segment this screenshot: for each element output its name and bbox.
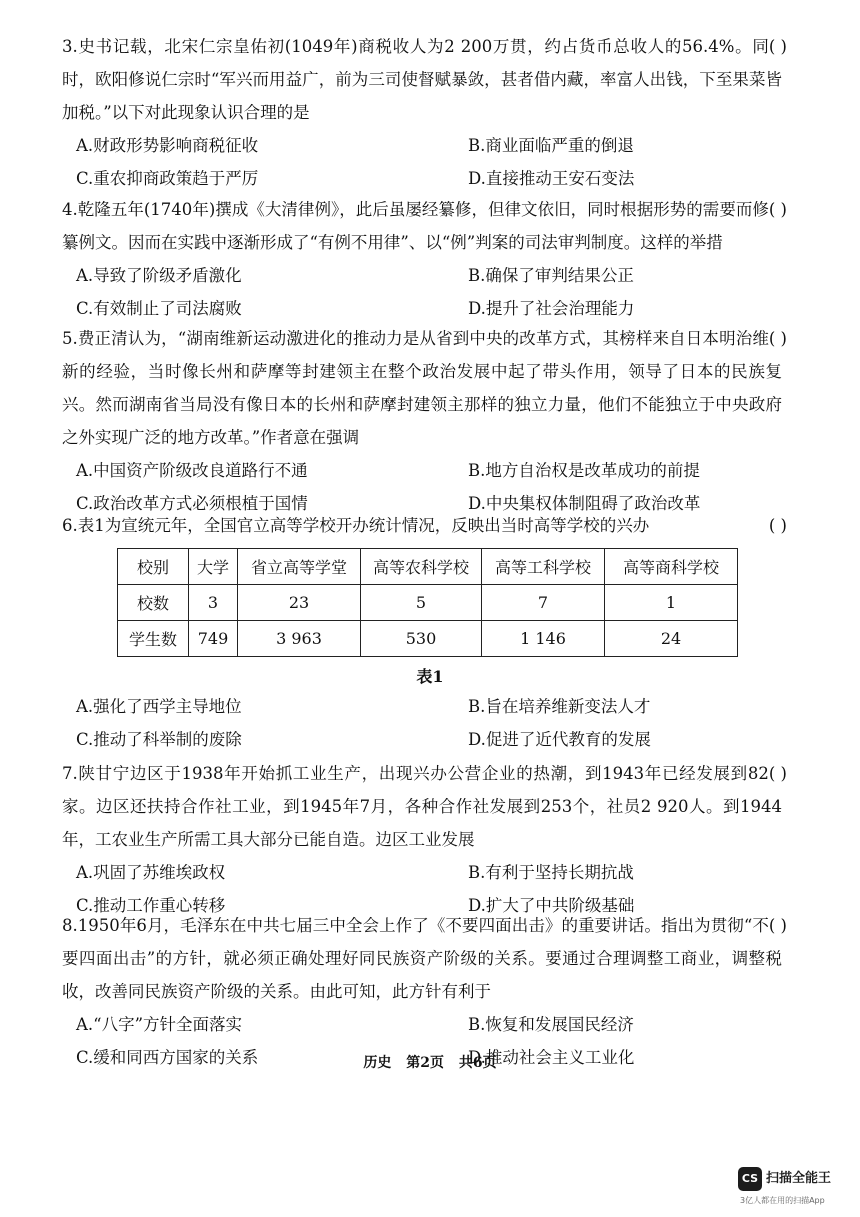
option-a: A.中国资产阶级改良道路行不通 [76, 461, 308, 480]
option-b: B.有利于坚持长期抗战 [468, 863, 634, 882]
table-cell: 5 [361, 585, 482, 621]
option-b: B.旨在培养维新变法人才 [468, 697, 651, 716]
table-caption: 表1 [416, 667, 444, 686]
table-header-cell: 省立高等学堂 [238, 549, 361, 585]
watermark-app-name: 扫描全能王 [766, 1171, 832, 1186]
option-a: A.导致了阶级矛盾激化 [76, 266, 242, 285]
table-row [118, 621, 738, 657]
table-cell: 749 [189, 621, 238, 657]
option-c: C.缓和同西方国家的关系 [76, 1048, 259, 1067]
answer-bracket: ( ) [768, 200, 787, 219]
answer-bracket: ( ) [768, 37, 787, 56]
option-b: B.恢复和发展国民经济 [468, 1015, 634, 1034]
option-d: D.提升了社会治理能力 [468, 299, 635, 318]
table-cell: 530 [361, 621, 482, 657]
option-b: B.确保了审判结果公正 [468, 266, 634, 285]
option-d: D.促进了近代教育的发展 [468, 730, 651, 749]
table-cell: 3 [189, 585, 238, 621]
table-header-cell: 高等商科学校 [605, 549, 738, 585]
question-6-options [62, 690, 782, 756]
table-header-cell: 校别 [118, 549, 189, 585]
option-c: C.有效制止了司法腐败 [76, 299, 242, 318]
options [76, 259, 782, 325]
table-cell: 3 963 [238, 621, 361, 657]
question-4 [62, 193, 787, 325]
question-8 [62, 909, 787, 1074]
table-cell: 学生数 [118, 621, 189, 657]
table-1 [117, 548, 738, 657]
table-header-cell: 高等农科学校 [361, 549, 482, 585]
watermark-slogan: 3亿人都在用的扫描App [740, 1196, 825, 1205]
camscanner-logo-icon: CS [738, 1167, 762, 1191]
option-a: A.强化了西学主导地位 [76, 697, 242, 716]
table-cell: 校数 [118, 585, 189, 621]
question-3 [62, 30, 787, 195]
table-row [118, 585, 738, 621]
option-b: B.地方自治权是改革成功的前提 [468, 461, 700, 480]
table-cell: 23 [238, 585, 361, 621]
option-a: A.“八字”方针全面落实 [76, 1015, 243, 1034]
question-stem: 8.1950年6月，毛泽东在中共七届三中全会上作了《不要四面出击》的重要讲话。指出为贯彻“不要四面出击”的方针，就必须正确处理好同民族资产阶级的关系。要通过合理调整工商业，调整税收，改善同民族资产阶级的关系。由此可知，此方针有利于 [62, 916, 782, 1001]
option-c: C.推动工作重心转移 [76, 896, 226, 915]
table-cell: 7 [482, 585, 605, 621]
question-stem: 7.陕甘宁边区于1938年开始抓工业生产，出现兴办公营企业的热潮，到1943年已经发展到82家。边区还扶持合作社工业，到1945年7月，各种合作社发展到253个，社员2 920人。到1944年，工农业生产所需工具大部分已能自造。边区工业发展 [62, 764, 782, 849]
option-d: D.中央集权体制阻碍了政治改革 [468, 494, 701, 513]
options [76, 129, 782, 195]
question-stem: 3.史书记载，北宋仁宗皇佑初(1049年)商税收人为2 200万贯，约占货币总收人的56.4%。同时，欧阳修说仁宗时“军兴而用益广，前为三司使督赋暴敛，甚者借内藏，率富人出钱，下至果菜皆加税。”以下对此现象认识合理的是 [62, 37, 782, 122]
question-5 [62, 322, 787, 520]
option-a: A.巩固了苏维埃政权 [76, 863, 226, 882]
table-header-cell: 大学 [189, 549, 238, 585]
table-cell: 24 [605, 621, 738, 657]
answer-bracket: ( ) [768, 916, 787, 935]
question-6 [62, 509, 787, 542]
question-stem: 5.费正清认为，“湖南维新运动激进化的推动力是从省到中央的改革方式，其榜样来自日本明治维新的经验，当时像长州和萨摩等封建领主在整个政治发展中起了带头作用，领导了日本的民族复兴。然而湖南省当局没有像日本的长州和萨摩封建领主那样的独立力量，他们不能独立于中央政府之外实现广泛的地方改革。”作者意在强调 [62, 329, 782, 447]
option-d: D.直接推动王安石变法 [468, 169, 635, 188]
table-header-row [118, 549, 738, 585]
option-b: B.商业面临严重的倒退 [468, 136, 634, 155]
question-stem: 4.乾隆五年(1740年)撰成《大清律例》，此后虽屡经纂修，但律文依旧，同时根据形势的需要而修纂例文。因而在实践中逐渐形成了“有例不用律”、以“例”判案的司法审判制度。这样的举措 [62, 200, 769, 252]
option-d: D.推动社会主义工业化 [468, 1048, 635, 1067]
option-c: C.推动了科举制的废除 [76, 730, 242, 749]
answer-bracket: ( ) [768, 329, 787, 348]
table-header-cell: 高等工科学校 [482, 549, 605, 585]
option-c: C.政治改革方式必须根植于国情 [76, 494, 308, 513]
option-a: A.财政形势影响商税征收 [76, 136, 259, 155]
option-c: C.重农抑商政策趋于严厉 [76, 169, 259, 188]
table-cell: 1 146 [482, 621, 605, 657]
option-d: D.扩大了中共阶级基础 [468, 896, 635, 915]
question-7 [62, 757, 787, 922]
options [76, 690, 782, 756]
question-stem: 6.表1为宣统元年，全国官立高等学校开办统计情况，反映出当时高等学校的兴办 [62, 516, 650, 535]
scanner-watermark [738, 1163, 858, 1213]
answer-bracket: ( ) [768, 516, 787, 535]
table-cell: 1 [605, 585, 738, 621]
answer-bracket: ( ) [768, 764, 787, 783]
page-footer: 历史 第2页 共6页 [363, 1055, 497, 1071]
